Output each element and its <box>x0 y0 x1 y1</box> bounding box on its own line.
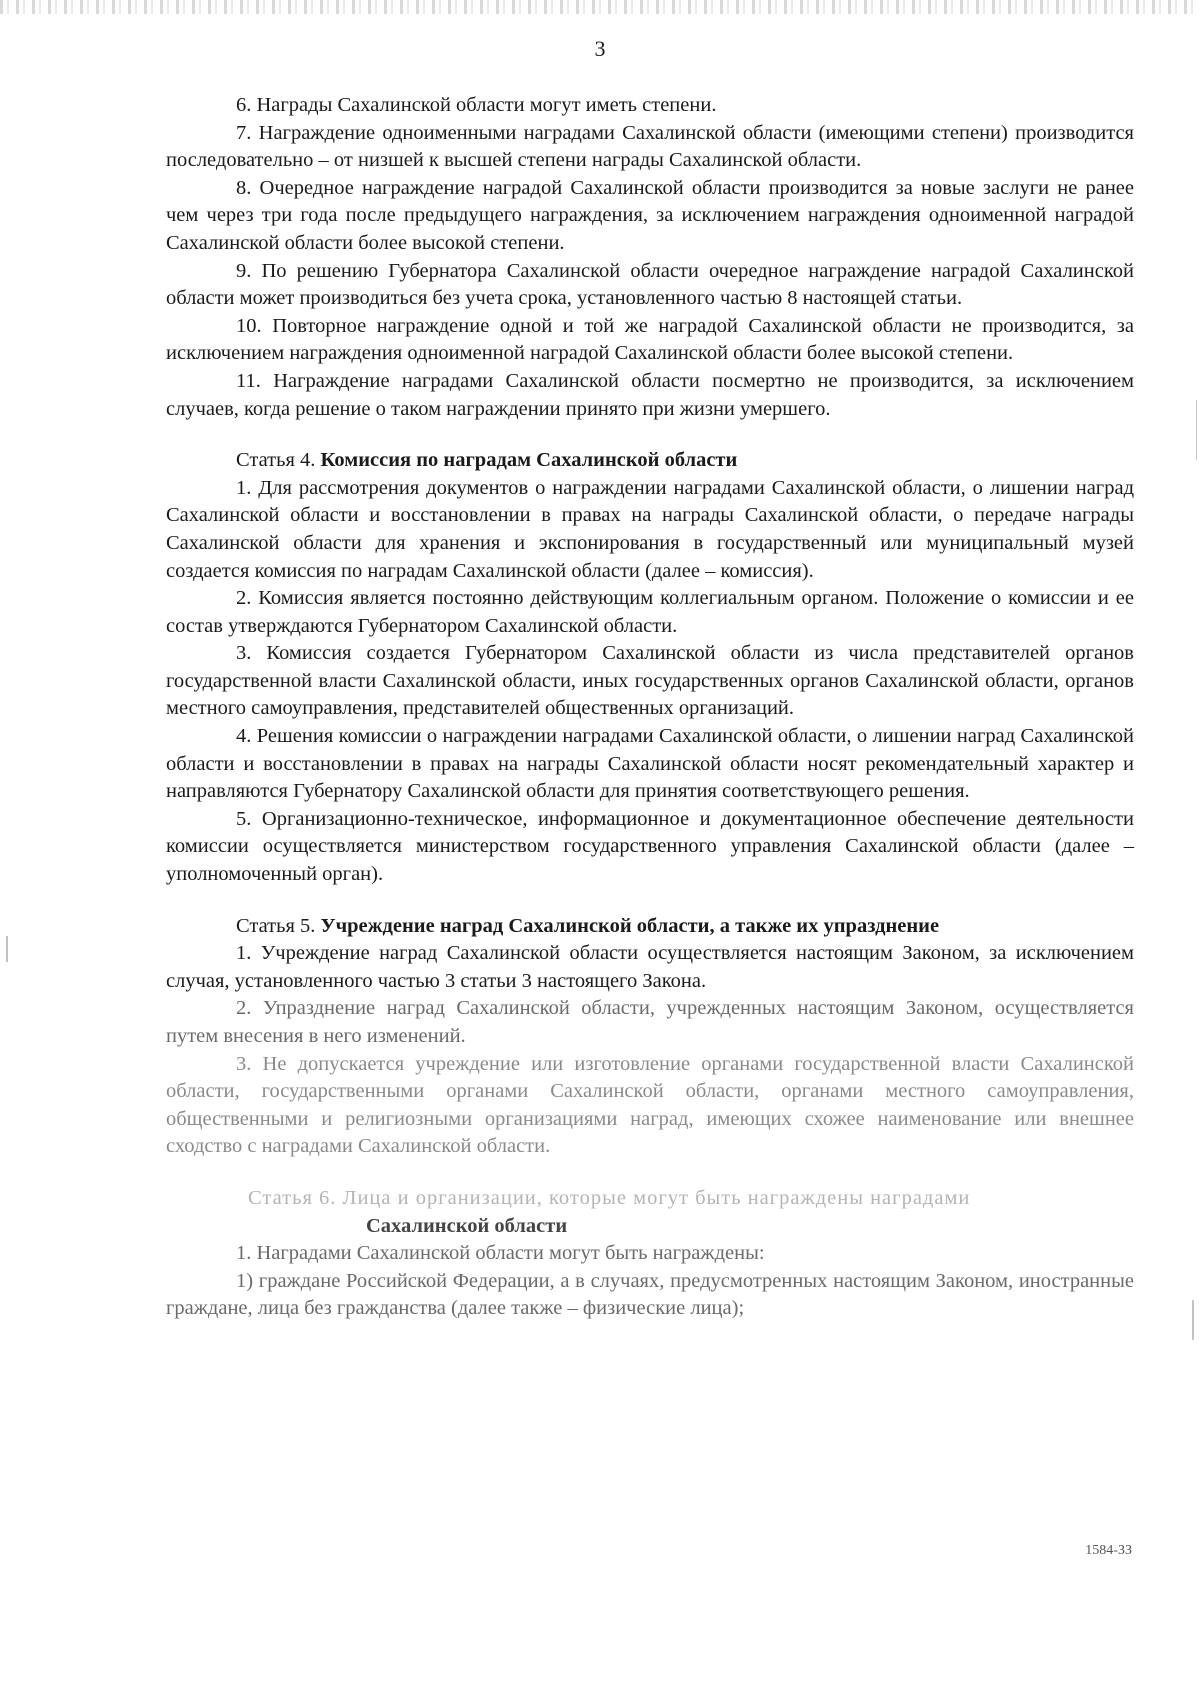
scan-mark <box>1192 1300 1194 1340</box>
paragraph: 7. Награждение одноименными наградами Сахалинской области (имеющими степени) производится последовательно – от низшей к высшей степени награды Сахалинской области. <box>166 121 1134 172</box>
article-5-prefix: Статья 5. <box>236 914 321 937</box>
document-body <box>166 92 1134 1323</box>
paragraph: 3. Не допускается учреждение или изготовление органами государственной власти Сахалинской области, государственными органами Сахалинской области, органами местного самоуправления, общественными и религиозными организациями наград, имеющих схожее наименование или внешнее сходство с наградами Сахалинской области. <box>166 1052 1134 1158</box>
paragraph: 2. Комиссия является постоянно действующим коллегиальным органом. Положение о комиссии и ее состав утверждаются Губернатором Сахалинской области. <box>166 587 1134 637</box>
scan-mark <box>6 936 8 962</box>
paragraph: 5. Организационно-техническое, информационное и документационное обеспечение деятельности комиссии осуществляется министерством государственного управления Сахалинской области (далее – уполномоченный орган). <box>166 807 1134 886</box>
article-4-heading <box>166 447 1134 475</box>
article-5-title: Учреждение наград Сахалинской области, а также их упразднение <box>320 914 940 937</box>
paragraph: 9. По решению Губернатора Сахалинской области очередное награждение наградой Сахалинской области может производиться без учета срока, установленного частью 8 настоящей статьи. <box>166 259 1134 310</box>
paragraph: 4. Решения комиссии о награждении наградами Сахалинской области, о лишении наград Сахалинской области и восстановлении в правах на награды Сахалинской области носят рекомендательный характер и направляются Губернатору Сахалинской области для принятия соответствующего решения. <box>166 725 1134 803</box>
paragraph: 6. Награды Сахалинской области могут иметь степени. <box>236 94 717 116</box>
paragraph: 11. Награждение наградами Сахалинской области посмертно не производится, за исключением случаев, когда решение о таком награждении принято при жизни умершего. <box>166 369 1134 420</box>
article-5-heading <box>166 913 1134 941</box>
article-6-title-bold: Сахалинской области <box>366 1214 568 1237</box>
paragraph: 1) граждане Российской Федерации, а в случаях, предусмотренных настоящим Законом, иностранные граждане, лица без гражданства (далее также – физические лица); <box>166 1269 1134 1320</box>
paragraph: 8. Очередное награждение наградой Сахалинской области производится за новые заслуги не ранее чем через три года после предыдущего награждения, за исключением награждения одноименной наградой Сахалинской области более высокой степени. <box>166 176 1134 254</box>
page-number: 3 <box>594 36 606 61</box>
paragraph: 3. Комиссия создается Губернатором Сахалинской области из числа представителей органов государственной власти Сахалинской области, иных государственных органов Сахалинской области, органов местного самоуправления, представителей общественных организаций. <box>166 642 1134 720</box>
paragraph: 1. Наградами Сахалинской области могут быть награждены: <box>236 1242 765 1265</box>
article-6-faded-title: Статья 6. Лица и организации, которые могут быть награждены наградами <box>248 1186 971 1209</box>
paragraph: 1. Учреждение наград Сахалинской области осуществляется настоящим Законом, за исключением случая, установленного частью 3 статьи 3 настоящего Закона. <box>166 942 1134 992</box>
paragraph: 10. Повторное награждение одной и той же наградой Сахалинской области не производится, за исключением награждения одноименной наградой Сахалинской области более высокой степени. <box>166 314 1134 365</box>
article-4-prefix: Статья 4. <box>236 449 321 472</box>
paragraph: 2. Упразднение наград Сахалинской области, учрежденных настоящим Законом, осуществляется путем внесения в него изменений. <box>166 997 1134 1047</box>
article-6-heading <box>166 1185 1134 1240</box>
paragraph: 1. Для рассмотрения документов о награждении наградами Сахалинской области, о лишении наград Сахалинской области и восстановлении в правах на награды Сахалинской области, о передаче награды Сахалинской области для хранения и экспонирования в государственный или муниципальный музей создается комиссия по наградам Сахалинской области (далее – комиссия). <box>166 476 1134 582</box>
scan-noise-top <box>0 0 1200 14</box>
document-code: 1584-ЗЗ <box>1085 1543 1132 1558</box>
article-4-title: Комиссия по наградам Сахалинской области <box>320 449 738 472</box>
scan-mark <box>1196 400 1197 460</box>
